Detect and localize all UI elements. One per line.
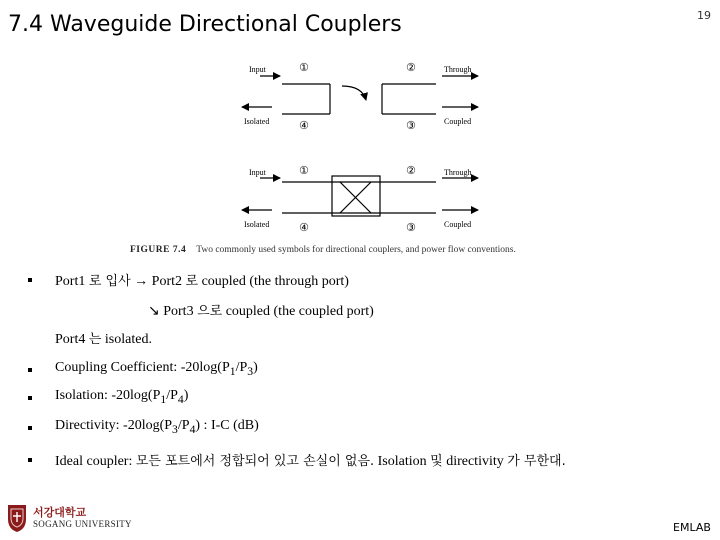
coupler-figure bbox=[236, 56, 486, 246]
university-logo bbox=[6, 503, 132, 537]
bullet-marker bbox=[28, 426, 32, 430]
top-coupled-label: Coupled bbox=[444, 117, 472, 126]
top-port-4: ④ bbox=[299, 119, 309, 132]
top-port-1: ① bbox=[299, 61, 309, 74]
bottom-input-label: Input bbox=[249, 168, 266, 177]
bottom-through-label: Through bbox=[444, 168, 472, 177]
bullet-marker bbox=[28, 396, 32, 400]
sogang-emblem-icon bbox=[6, 503, 28, 533]
bullet-marker bbox=[28, 278, 32, 282]
slide-title: 7.4 Waveguide Directional Couplers bbox=[8, 12, 402, 37]
bullet-marker bbox=[28, 368, 32, 372]
caption-text: Two commonly used symbols for directional couplers, and power flow conventions. bbox=[196, 245, 516, 255]
logo-korean-name: 서강대학교 bbox=[33, 506, 87, 519]
bottom-port-4: ④ bbox=[299, 221, 309, 234]
bullet-marker bbox=[28, 458, 32, 462]
figure-caption bbox=[130, 245, 516, 255]
caption-label: FIGURE 7.4 bbox=[130, 245, 187, 255]
top-isolated-label: Isolated bbox=[244, 117, 270, 126]
bottom-isolated-label: Isolated bbox=[244, 220, 270, 229]
page-number: 19 bbox=[697, 9, 711, 22]
top-input-label: Input bbox=[249, 65, 266, 74]
bottom-coupled-label: Coupled bbox=[444, 220, 472, 229]
top-through-label: Through bbox=[444, 65, 472, 74]
lab-name: EMLAB bbox=[673, 521, 711, 534]
top-port-3: ③ bbox=[406, 119, 416, 132]
bottom-port-3: ③ bbox=[406, 221, 416, 234]
top-port-2: ② bbox=[406, 61, 416, 74]
coupler-diagram bbox=[236, 56, 486, 246]
bottom-port-1: ① bbox=[299, 164, 309, 177]
bottom-port-2: ② bbox=[406, 164, 416, 177]
logo-english-name: SOGANG UNIVERSITY bbox=[33, 519, 132, 529]
